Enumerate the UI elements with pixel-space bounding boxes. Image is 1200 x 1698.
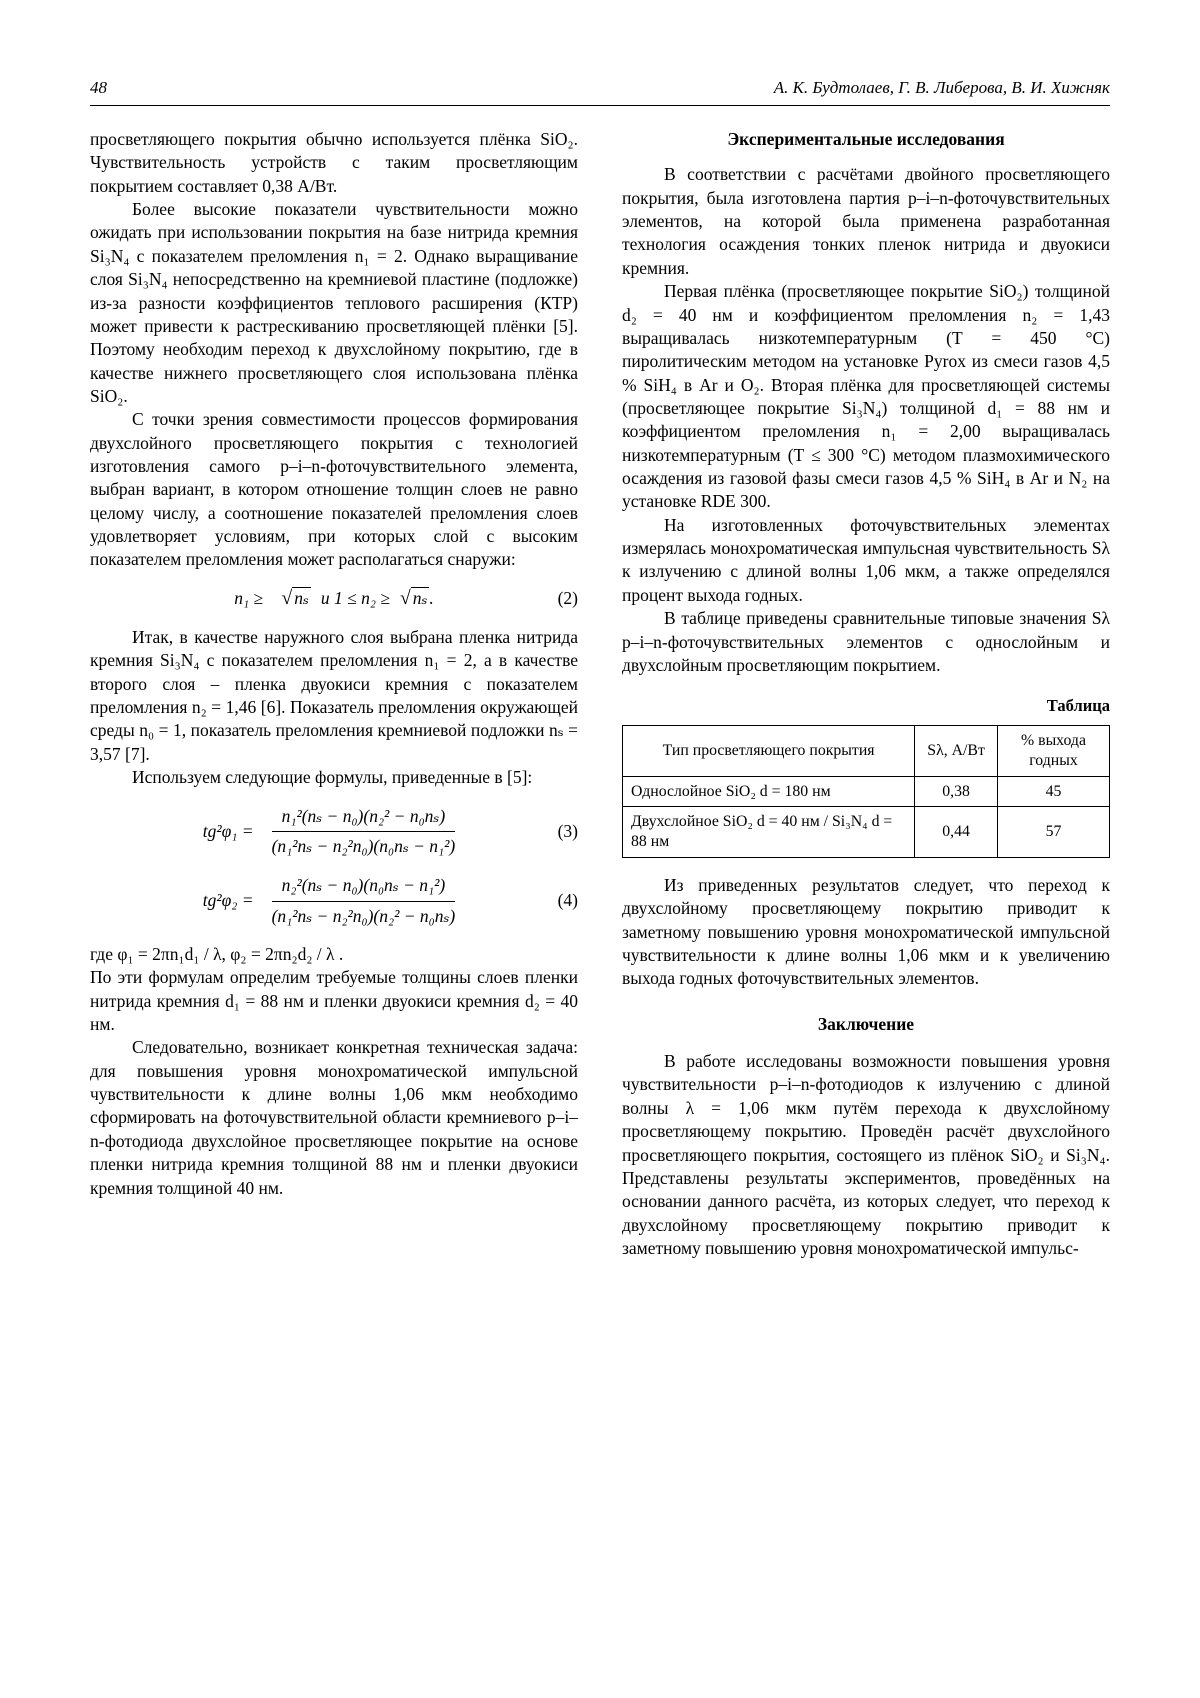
running-head xyxy=(90,78,1110,98)
fraction-denominator: (n₁²nₛ − n₂²n₀)(n₂² − n₀nₛ) xyxy=(271,905,456,926)
section-heading-conclusion: Заключение xyxy=(817,1013,915,1034)
paragraph: В таблице приведены сравнительные типовые значения Sλ p–i–n-фоточувствительных элементов с однослойным и двухслойным просветляющим покрытием. xyxy=(622,608,1110,675)
paragraph: Более высокие показатели чувствительности можно ожидать при использовании покрытия на базе нитрида кремния Si₃N₄ с показателем преломления n₁ = 2. Однако выращивание слоя Si₃N₄ непосредственно на кремниевой пластине (подложке) из-за разности коэффициентов теплового расширения (КТР) может привести к растрескиванию просветляющей плёнки [5]. Поэтому необходим переход к двухслойному покрытию, где в качестве нижнего просветляющего слоя использована плёнка SiO₂. xyxy=(90,199,578,406)
running-head-authors: А. К. Будтолаев, Г. В. Либерова, В. И. Хижняк xyxy=(773,78,1110,97)
equation-2 xyxy=(90,586,578,612)
table-cell: 57 xyxy=(997,807,1109,857)
equation-number: (2) xyxy=(557,588,578,609)
results-table xyxy=(622,725,1110,858)
table-caption: Таблица xyxy=(1046,696,1110,716)
page-number: 48 xyxy=(90,78,107,97)
fraction xyxy=(262,804,466,860)
table-header-cell: Тип просветляющего покрытия xyxy=(623,726,915,776)
table-cell: 0,38 xyxy=(915,776,998,807)
equation-lhs: tg²φ₂ = xyxy=(202,890,254,911)
table-row xyxy=(623,776,1110,807)
table-header-cell: Sλ, А/Вт xyxy=(915,726,998,776)
fraction-numerator: n₂²(nₛ − n₀)(n₀nₛ − n₁²) xyxy=(272,873,456,901)
paragraph: По эти формулам определим требуемые толщины слоев пленки нитрида кремния d₁ = 88 нм и пленки двуокиси кремния d₂ = 40 нм. xyxy=(90,967,578,1035)
paragraph: просветляющего покрытия обычно используется плёнка SiO₂. Чувствительность устройств с таким просветляющим покрытием составляет 0,38 А/Вт. xyxy=(90,129,578,196)
equation-number: (3) xyxy=(557,820,578,841)
equation-body: n₁ ≥ √ nₛ и 1 ≤ n₂ ≥ √ nₛ . xyxy=(234,587,434,609)
results-table-wrapper xyxy=(622,725,1110,858)
left-column xyxy=(90,128,578,1260)
table-header-row xyxy=(623,726,1110,776)
paragraph: Итак, в качестве наружного слоя выбрана пленка нитрида кремния Si₃N₄ с показателем преломления n₁ = 2, а в качестве второго слоя – пленка двуокиси кремния с показателем преломления n₂ = 1,46 [6]. Показатель преломления окружающей среды n₀ = 1, показатель преломления кремниевой подложки nₛ = 3,57 [7]. xyxy=(90,626,578,764)
table-cell: Двухслойное SiO₂ d = 40 нм / Si₃N₄ d = 88 нм xyxy=(623,807,915,857)
header-rule xyxy=(90,105,1110,106)
equation-number: (4) xyxy=(557,890,578,911)
fraction-numerator: n₁²(nₛ − n₀)(n₂² − n₀nₛ) xyxy=(272,804,456,832)
fraction xyxy=(262,873,466,929)
paragraph: В соответствии с расчётами двойного просветляющего покрытия, была изготовлена партия p–i–n-фоточувствительных элементов, на которой была применена разработанная технология осаждения тонких пленок нитрида и двуокиси кремния. xyxy=(622,164,1110,278)
paragraph: На изготовленных фоточувствительных элементах измерялась монохроматическая импульсная чувствительность Sλ к излучению с длиной волны 1,06 мкм, а также определялся процент выхода годных. xyxy=(622,514,1110,605)
paragraph: где φ₁ = 2πn₁d₁ / λ, φ₂ = 2πn₂d₂ / λ . xyxy=(90,943,344,964)
paragraph: В работе исследованы возможности повышения уровня чувствительности p–i–n-фотодиодов к излучению с длиной волны λ = 1,06 мкм путём перехода к двухслойному просветляющему покрытию. Проведён расчёт двухслойного просветляющего покрытия, состоящего из плёнок SiO₂ и Si₃N₄. Представлены результаты экспериментов, проведённых на основании данного расчёта, из которых следует, что переход к двухслойному просветляющему покрытию приводит к заметному повышению уровня монохроматической импульс- xyxy=(622,1051,1110,1258)
radical-sign: √ xyxy=(281,587,293,609)
table-row xyxy=(623,807,1110,857)
table-cell: 0,44 xyxy=(915,807,998,857)
table-header-cell: % выхода годных xyxy=(997,726,1109,776)
table-cell: 45 xyxy=(997,776,1109,807)
equation-lhs: tg²φ₁ = xyxy=(202,820,254,841)
paragraph: Из приведенных результатов следует, что переход к двухслойному просветляющему покрытию приводит к заметному повышению уровня монохроматической импульсной чувствительности к длине волны 1,06 мкм и к увеличению выхода годных фоточувствительных элементов. xyxy=(622,874,1110,989)
paragraph: Следовательно, возникает конкретная техническая задача: для повышения уровня монохроматической импульсной чувствительности к длине волны 1,06 мкм необходимо сформировать на фоточувствительной области кремниевого p–i–n-фотодиода двухслойное просветляющее покрытие на основе пленки нитрида кремния толщиной 88 нм и пленки двуокиси кремния толщиной 40 нм. xyxy=(90,1037,578,1198)
paragraph: Первая плёнка (просветляющее покрытие SiO₂) толщиной d₂ = 40 нм и коэффициентом преломления n₂ = 1,43 выращивалась низкотемпературным (T = 450 °C) пиролитическим методом на установке Pyrox из смеси газов 4,5 % SiH₄ в Ar и O₂. Вторая плёнка для просветляющей системы (просветляющее покрытие Si₃N₄) толщиной d₁ = 88 нм и коэффициентом преломления n₁ = 2,00 выращивалась низкотемпературным (T ≤ 300 °C) методом плазмохимического осаждения из газовой фазы смеси газов 4,5 % SiH₄ в Ar и N₂ на установке RDE 300. xyxy=(622,281,1110,512)
equation-3 xyxy=(90,804,578,860)
table-cell: Однослойное SiO₂ d = 180 нм xyxy=(623,776,915,807)
equation-4 xyxy=(90,873,578,929)
right-column xyxy=(622,128,1110,1260)
two-column-body xyxy=(90,128,1110,1260)
paragraph: С точки зрения совместимости процессов формирования двухслойного просветляющего покрытия с технологией изготовления самого p–i–n-фоточувствительного элемента, выбран вариант, в котором отношение толщин слоев не равно целому числу, а соотношение показателей преломления слоев удовлетворяет условиям, при которых слой с высоким показателем преломления может располагаться снаружи: xyxy=(90,409,578,570)
radical-sign: √ xyxy=(399,587,411,609)
fraction-denominator: (n₁²nₛ − n₂²n₀)(n₀nₛ − n₁²) xyxy=(271,835,456,856)
paragraph: Используем следующие формулы, приведенные в [5]: xyxy=(132,767,533,788)
section-heading-experimental: Экспериментальные исследования xyxy=(727,129,1005,149)
